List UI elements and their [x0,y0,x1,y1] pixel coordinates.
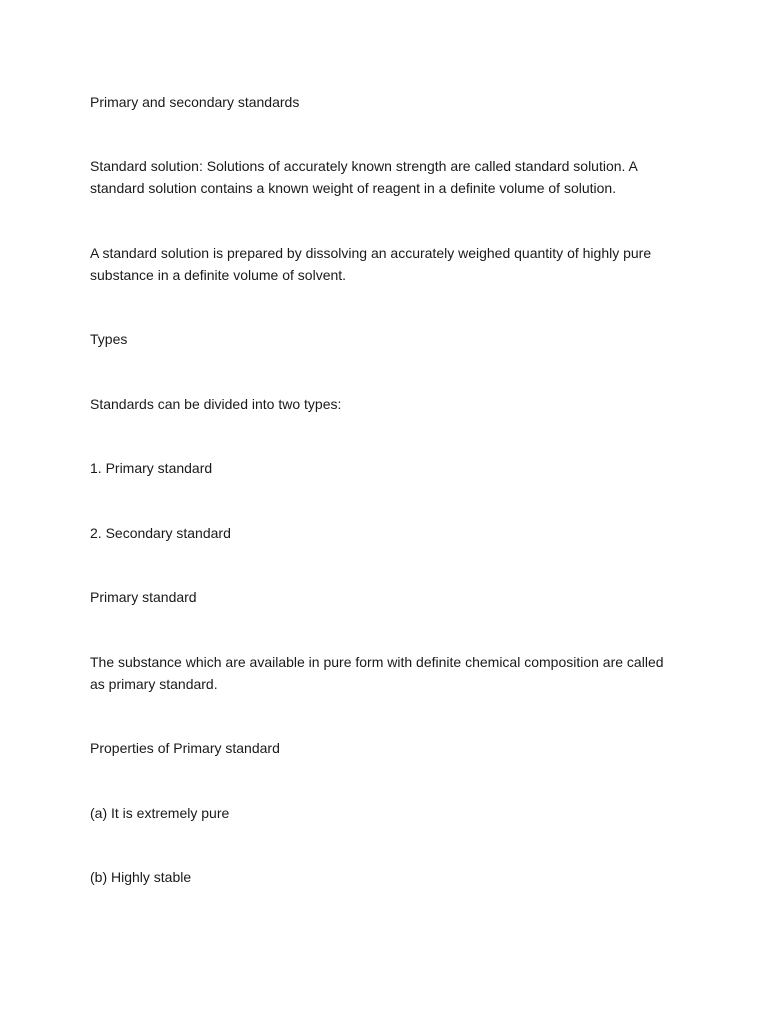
paragraph-standard-solution: Standard solution: Solutions of accurately known strength are called standard solution. A standard solution contains a known weight of reagent in a definite volume of solution. [90,158,638,196]
heading-types: Types [90,331,128,347]
heading-primary-standard: Primary standard [90,589,197,605]
list-item-primary: 1. Primary standard [90,460,213,476]
list-item-secondary: 2. Secondary standard [90,525,231,541]
paragraph-primary-definition: The substance which are available in pure form with definite chemical composition are called as primary standard. [90,654,664,692]
property-item-a: (a) It is extremely pure [90,805,230,821]
heading-properties: Properties of Primary standard [90,740,280,756]
paragraph-preparation: A standard solution is prepared by dissolving an accurately weighed quantity of highly pure substance in a definite volume of solvent. [90,245,652,283]
paragraph-types-intro: Standards can be divided into two types: [90,396,342,412]
property-item-b: (b) Highly stable [90,869,192,885]
document-title: Primary and secondary standards [90,94,300,110]
